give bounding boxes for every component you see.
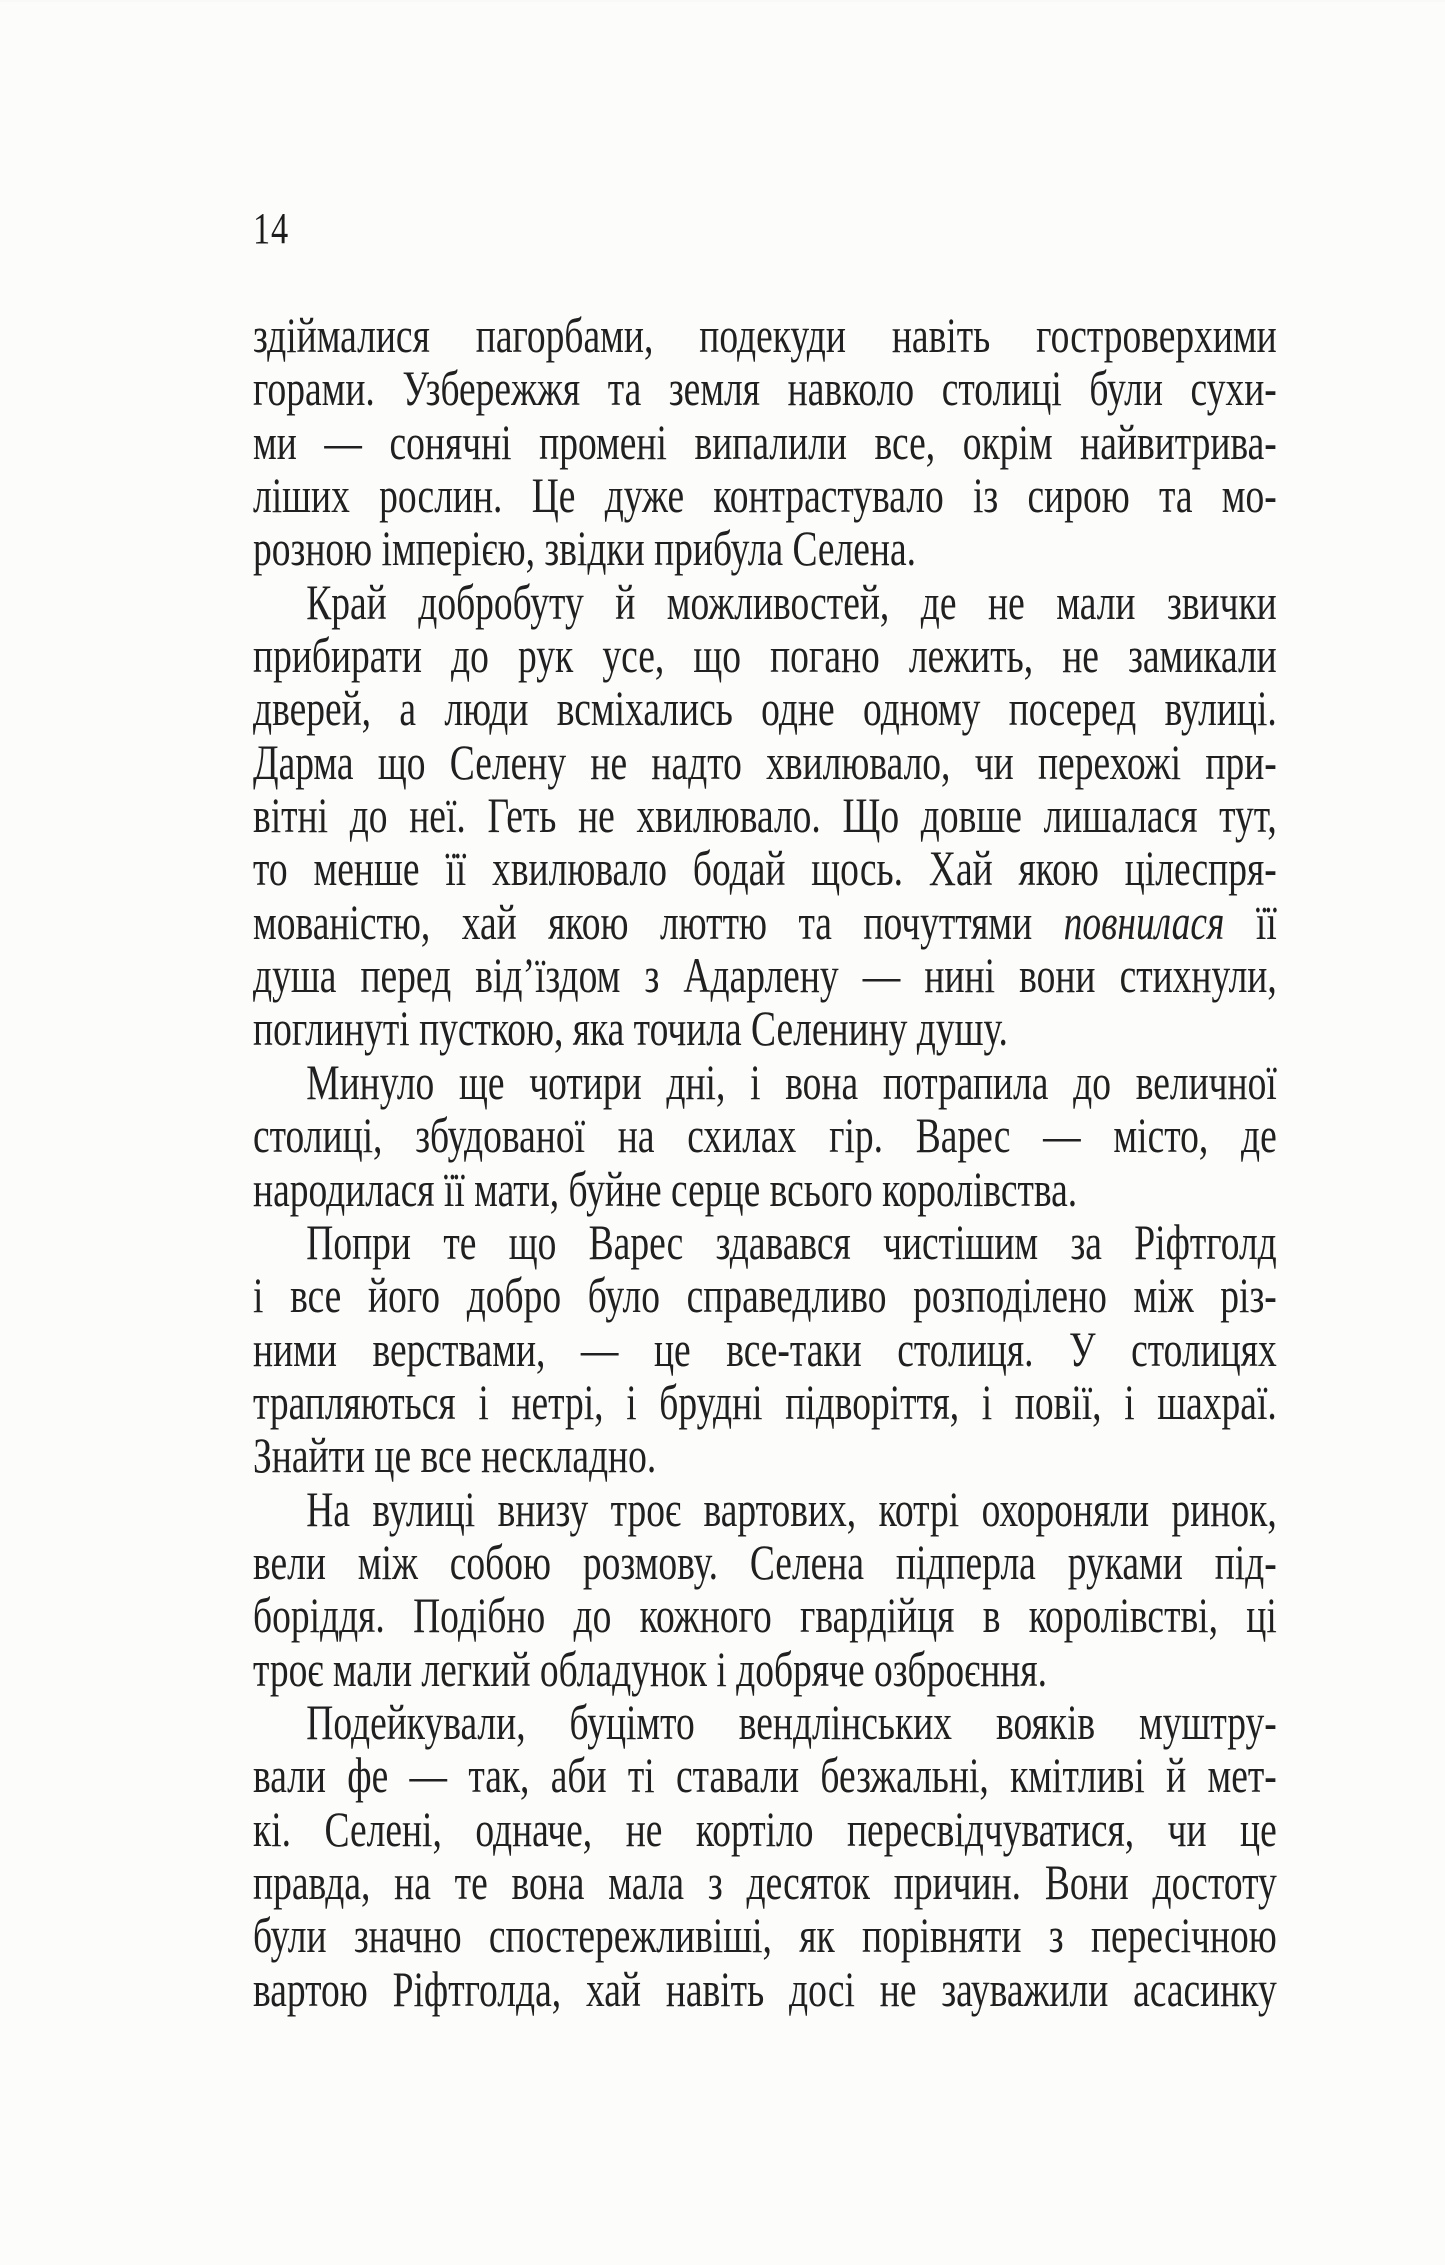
text-line: вітні до неї. Геть не хвилювало. Що довше лишалася тут,: [253, 787, 1277, 844]
text-line: то менше її хвилювало бодай щось. Хай якою цілеспря-: [253, 840, 1277, 897]
text-line: були значно спостережливіші, як порівняти з пересічною: [253, 1907, 1277, 1964]
text-line: правда, на те вона мала з десяток причин. Вони достоту: [253, 1853, 1277, 1910]
text-line: Попри те що Варес здавався чистішим за Ріфтголд: [306, 1213, 1277, 1270]
text-line: здіймалися пагорбами, подекуди навіть гостроверхими: [253, 307, 1277, 363]
text-line: Знайти це все нескладно.: [253, 1427, 657, 1484]
text-line: Дарма що Селену не надто хвилювало, чи перехожі при-: [253, 733, 1277, 790]
text-line: прибирати до рук усе, що погано лежить, не замикали: [253, 627, 1277, 684]
text-line: поглинуті пусткою, яка точила Селенину душу.: [253, 1000, 1008, 1057]
text-line: вартою Ріфтголда, хай навіть досі не зауважили асасинку: [253, 1960, 1277, 2017]
text-line: розною імперією, звідки прибула Селена.: [253, 520, 917, 577]
text-line: ними верствами, — це все-таки столиця. У столицях: [253, 1320, 1277, 1377]
body-text: [253, 309, 1277, 2016]
text-line: боріддя. Подібно до кожного гвардійця в королівстві, ці: [253, 1587, 1277, 1644]
text-line: горами. Узбережжя та земля навколо столиці були сухи-: [253, 360, 1277, 417]
text-line: Край добробуту й можливостей, де не мали звички: [306, 573, 1277, 630]
text-line: народилася її мати, буйне серце всього королівства.: [253, 1160, 1078, 1217]
italic-text: повнилася: [1063, 893, 1225, 950]
text-line: кі. Селені, одначе, не кортіло пересвідчуватися, чи це: [253, 1800, 1277, 1857]
text-line: ліших рослин. Це дуже контрастувало із сирою та мо-: [253, 467, 1277, 524]
text-line: мованістю, хай якою люттю та почуттями повнилася її: [253, 893, 1277, 950]
page-number: 14: [253, 204, 289, 253]
text-line: трапляються і нетрі, і брудні підворіття, і повії, і шахраї.: [253, 1373, 1277, 1430]
text-line: вали фе — так, аби ті ставали безжальні, кмітливі й мет-: [253, 1747, 1277, 1804]
text-line: Минуло ще чотири дні, і вона потрапила до величної: [306, 1053, 1277, 1110]
text-column: [253, 309, 1277, 2016]
text-line: троє мали легкий обладунок і добряче озброєння.: [253, 1640, 1047, 1697]
text-line: ми — сонячні промені випалили все, окрім найвитрива-: [253, 413, 1277, 470]
text-line: і все його добро було справедливо розподілено між різ-: [253, 1267, 1277, 1324]
text-line: столиці, збудованої на схилах гір. Варес — місто, де: [253, 1107, 1277, 1164]
text-line: Подейкували, буцімто вендлінських вояків муштру-: [306, 1693, 1277, 1750]
text-line: вели між собою розмову. Селена підперла руками під-: [253, 1533, 1277, 1590]
text-line: дверей, а люди всміхались одне одному посеред вулиці.: [253, 680, 1277, 737]
text-line: На вулиці внизу троє вартових, котрі охороняли ринок,: [306, 1480, 1277, 1537]
text-line: душа перед від’їздом з Адарлену — нині вони стихнули,: [253, 947, 1277, 1004]
